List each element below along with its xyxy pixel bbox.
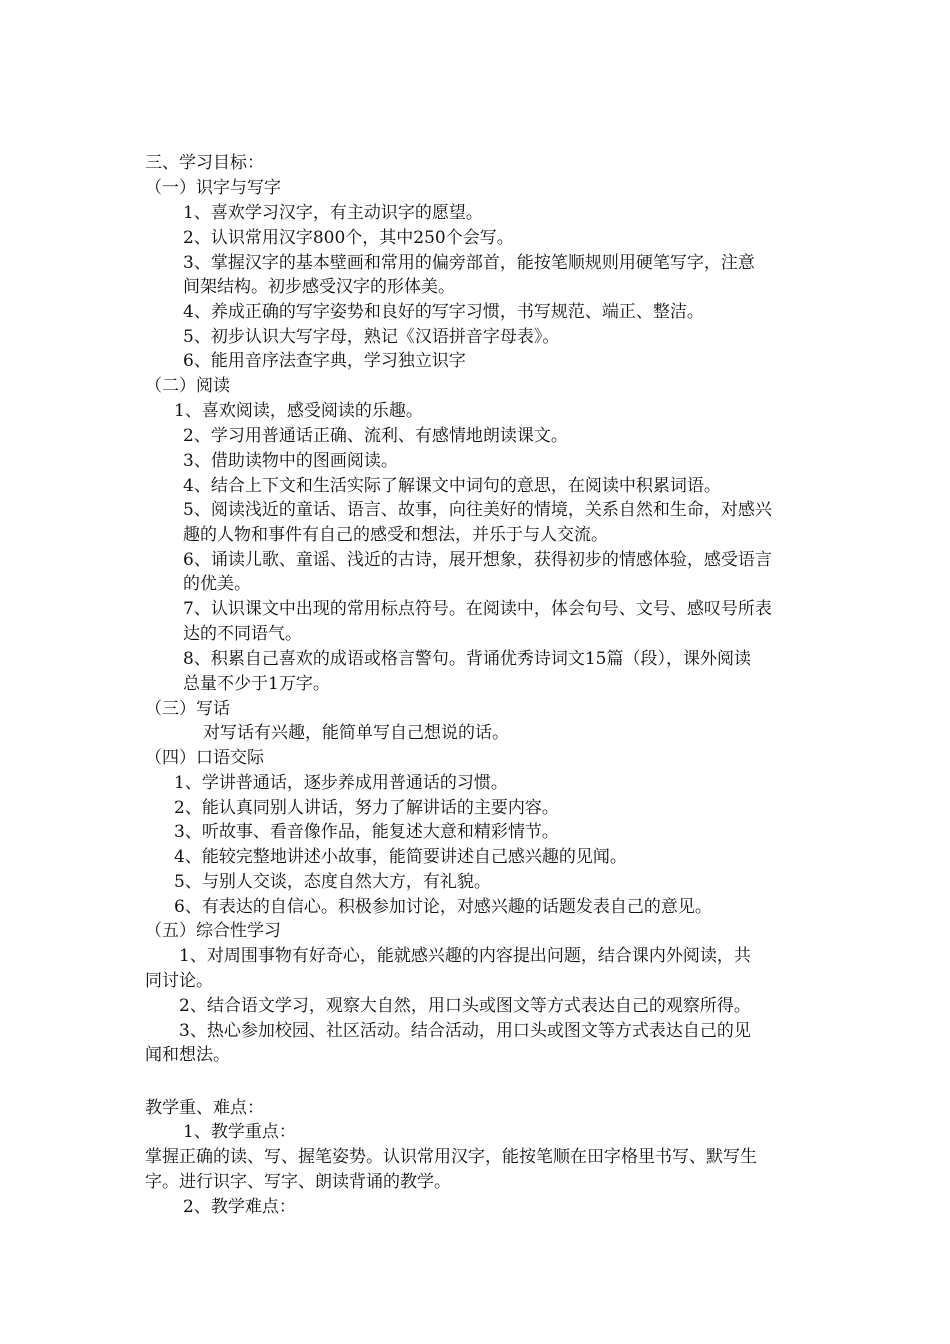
list-item: 4、结合上下文和生活实际了解课文中词句的意思，在阅读中积累词语。 [183, 476, 721, 496]
list-item: 5、与别人交谈，态度自然大方，有礼貌。 [174, 872, 491, 892]
key-points-text: 掌握正确的读、写、握笔姿势。认识常用汉字，能按笔顺在田字格里书写、默写生 [145, 1147, 757, 1167]
focus-heading: 教学重、难点： [145, 1098, 264, 1118]
subsection-title: （二）阅读 [145, 376, 230, 396]
list-item: 3、热心参加校园、社区活动。结合活动，用口头或图文等方式表达自己的见 [179, 1021, 751, 1041]
subsection-title: （三）写话 [145, 699, 230, 719]
list-item-continuation: 总量不少于1万字。 [183, 674, 330, 694]
subsection-title: （五）综合性学习 [145, 921, 281, 941]
list-item: 1、对周围事物有好奇心，能就感兴趣的内容提出问题，结合课内外阅读，共 [179, 946, 751, 966]
list-item-continuation: 的优美。 [183, 574, 251, 594]
list-item: 4、能较完整地讲述小故事，能简要讲述自己感兴趣的见闻。 [174, 847, 627, 867]
list-item-continuation: 间架结构。初步感受汉字的形体美。 [183, 277, 455, 297]
list-item: 3、听故事、看音像作品，能复述大意和精彩情节。 [174, 822, 559, 842]
list-item: 3、掌握汉字的基本壁画和常用的偏旁部首，能按笔顺规则用硬笔写字，注意 [183, 253, 755, 273]
list-item: 对写话有兴趣，能简单写自己想说的话。 [203, 723, 509, 743]
list-item: 5、初步认识大写字母，熟记《汉语拼音字母表》。 [183, 327, 560, 347]
list-item: 8、积累自己喜欢的成语或格言警句。背诵优秀诗词文15篇（段），课外阅读 [183, 649, 751, 669]
list-item: 2、认识常用汉字800个，其中250个会写。 [183, 228, 514, 248]
list-item: 2、能认真同别人讲话，努力了解讲话的主要内容。 [174, 798, 559, 818]
list-item: 1、喜欢阅读，感受阅读的乐趣。 [174, 401, 423, 421]
subsection-title: （四）口语交际 [145, 748, 264, 768]
list-item: 6、有表达的自信心。积极参加讨论，对感兴趣的话题发表自己的意见。 [174, 897, 712, 917]
key-points-title: 1、教学重点： [183, 1122, 296, 1142]
list-item: 2、学习用普通话正确、流利、有感情地朗读课文。 [183, 426, 568, 446]
list-item: 3、借助读物中的图画阅读。 [183, 451, 398, 471]
list-item-continuation: 同讨论。 [145, 971, 213, 991]
list-item: 5、阅读浅近的童话、语言、故事，向往美好的情境，关系自然和生命，对感兴 [183, 500, 772, 520]
list-item: 4、养成正确的写字姿势和良好的写字习惯，书写规范、端正、整洁。 [183, 302, 704, 322]
list-item: 6、诵读儿歌、童谣、浅近的古诗，展开想象，获得初步的情感体验，感受语言 [183, 550, 772, 570]
key-points-text: 字。进行识字、写字、朗读背诵的教学。 [145, 1172, 451, 1192]
list-item-continuation: 达的不同语气。 [183, 624, 302, 644]
section-heading: 三、学习目标： [145, 153, 264, 173]
subsection-title: （一）识字与写字 [145, 178, 281, 198]
list-item-continuation: 趣的人物和事件有自己的感受和想法，并乐于与人交流。 [183, 525, 608, 545]
list-item-continuation: 闻和想法。 [145, 1045, 230, 1065]
list-item: 1、喜欢学习汉字，有主动识字的愿望。 [183, 203, 483, 223]
list-item: 6、能用音序法查字典，学习独立识字 [183, 351, 466, 371]
difficult-points-title: 2、教学难点： [183, 1197, 296, 1217]
list-item: 7、认识课文中出现的常用标点符号。在阅读中，体会句号、文号、感叹号所表 [183, 599, 772, 619]
list-item: 1、学讲普通话，逐步养成用普通话的习惯。 [174, 773, 508, 793]
list-item: 2、结合语文学习，观察大自然，用口头或图文等方式表达自己的观察所得。 [179, 996, 751, 1016]
